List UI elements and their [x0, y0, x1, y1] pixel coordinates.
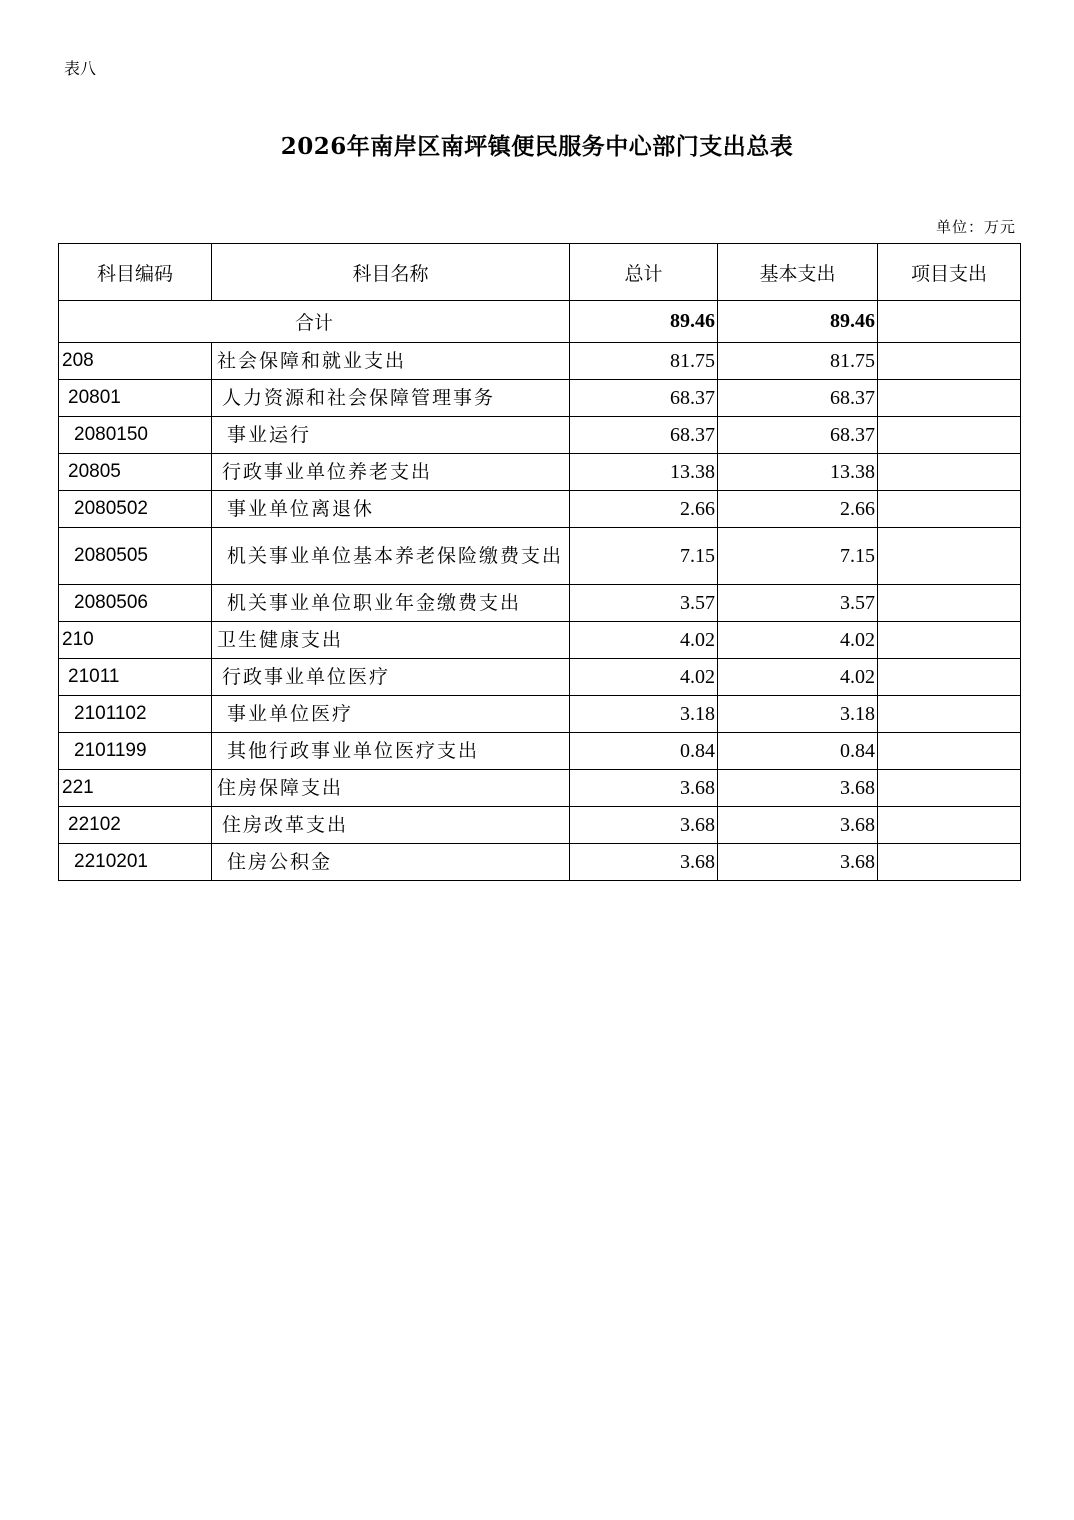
row-basic-amount: 68.37	[718, 417, 878, 454]
table-row	[59, 659, 1021, 696]
row-code: 208	[59, 343, 212, 380]
row-basic-amount: 0.84	[718, 733, 878, 770]
row-total-amount: 0.84	[570, 733, 718, 770]
row-total-amount: 68.37	[570, 417, 718, 454]
row-basic-amount: 4.02	[718, 659, 878, 696]
row-project-amount	[878, 380, 1021, 417]
total-label: 合计	[59, 301, 570, 343]
row-project-amount	[878, 585, 1021, 622]
total-basic-amount: 89.46	[718, 301, 878, 343]
table-row	[59, 491, 1021, 528]
row-total-amount: 2.66	[570, 491, 718, 528]
unit-label: 单位：万元	[935, 218, 1016, 236]
row-name: 行政事业单位养老支出	[212, 454, 570, 491]
row-code: 210	[59, 622, 212, 659]
row-code: 20805	[59, 454, 212, 491]
row-name: 住房保障支出	[212, 770, 570, 807]
row-code: 221	[59, 770, 212, 807]
row-name: 事业单位医疗	[212, 696, 570, 733]
row-code: 2080150	[59, 417, 212, 454]
row-project-amount	[878, 454, 1021, 491]
row-code: 2101199	[59, 733, 212, 770]
table-row	[59, 844, 1021, 881]
table-header-row	[59, 244, 1021, 301]
row-code: 22102	[59, 807, 212, 844]
row-basic-amount: 3.68	[718, 807, 878, 844]
table-row	[59, 807, 1021, 844]
table-row	[59, 696, 1021, 733]
table-row	[59, 417, 1021, 454]
row-basic-amount: 3.57	[718, 585, 878, 622]
table-row	[59, 622, 1021, 659]
document-title: 2026年南岸区南坪镇便民服务中心部门支出总表	[280, 133, 794, 160]
row-project-amount	[878, 491, 1021, 528]
row-total-amount: 4.02	[570, 622, 718, 659]
row-basic-amount: 81.75	[718, 343, 878, 380]
row-code: 2210201	[59, 844, 212, 881]
column-header-code: 科目编码	[59, 244, 212, 301]
row-name: 人力资源和社会保障管理事务	[212, 380, 570, 417]
row-total-amount: 3.68	[570, 770, 718, 807]
table-row	[59, 528, 1021, 585]
row-total-amount: 4.02	[570, 659, 718, 696]
row-total-amount: 81.75	[570, 343, 718, 380]
row-basic-amount: 4.02	[718, 622, 878, 659]
table-row	[59, 343, 1021, 380]
total-row	[59, 301, 1021, 343]
table-row	[59, 380, 1021, 417]
column-header-project: 项目支出	[878, 244, 1021, 301]
table-number-label: 表八	[64, 59, 97, 78]
column-header-total: 总计	[570, 244, 718, 301]
row-basic-amount: 3.68	[718, 770, 878, 807]
total-amount: 89.46	[570, 301, 718, 343]
row-code: 2101102	[59, 696, 212, 733]
row-basic-amount: 13.38	[718, 454, 878, 491]
row-code: 2080506	[59, 585, 212, 622]
row-total-amount: 3.18	[570, 696, 718, 733]
row-code: 21011	[59, 659, 212, 696]
row-name: 卫生健康支出	[212, 622, 570, 659]
row-basic-amount: 68.37	[718, 380, 878, 417]
expense-summary-table	[58, 243, 1021, 881]
table-row	[59, 585, 1021, 622]
row-basic-amount: 2.66	[718, 491, 878, 528]
row-project-amount	[878, 417, 1021, 454]
row-project-amount	[878, 733, 1021, 770]
row-project-amount	[878, 844, 1021, 881]
row-name: 机关事业单位职业年金缴费支出	[212, 585, 570, 622]
row-total-amount: 7.15	[570, 528, 718, 585]
row-code: 20801	[59, 380, 212, 417]
row-total-amount: 3.68	[570, 807, 718, 844]
table-row	[59, 454, 1021, 491]
row-code: 2080505	[59, 528, 212, 585]
row-project-amount	[878, 622, 1021, 659]
row-name: 其他行政事业单位医疗支出	[212, 733, 570, 770]
row-name: 住房公积金	[212, 844, 570, 881]
row-basic-amount: 7.15	[718, 528, 878, 585]
row-project-amount	[878, 528, 1021, 585]
row-total-amount: 3.68	[570, 844, 718, 881]
row-name: 机关事业单位基本养老保险缴费支出	[212, 528, 570, 585]
column-header-name: 科目名称	[212, 244, 570, 301]
row-total-amount: 3.57	[570, 585, 718, 622]
row-basic-amount: 3.18	[718, 696, 878, 733]
row-name: 行政事业单位医疗	[212, 659, 570, 696]
row-name: 社会保障和就业支出	[212, 343, 570, 380]
table-row	[59, 770, 1021, 807]
row-project-amount	[878, 770, 1021, 807]
row-name: 事业运行	[212, 417, 570, 454]
row-total-amount: 68.37	[570, 380, 718, 417]
table-row	[59, 733, 1021, 770]
row-name: 住房改革支出	[212, 807, 570, 844]
row-project-amount	[878, 659, 1021, 696]
row-name: 事业单位离退休	[212, 491, 570, 528]
row-project-amount	[878, 696, 1021, 733]
total-project-amount	[878, 301, 1021, 343]
row-basic-amount: 3.68	[718, 844, 878, 881]
row-project-amount	[878, 807, 1021, 844]
row-total-amount: 13.38	[570, 454, 718, 491]
row-project-amount	[878, 343, 1021, 380]
column-header-basic: 基本支出	[718, 244, 878, 301]
row-code: 2080502	[59, 491, 212, 528]
